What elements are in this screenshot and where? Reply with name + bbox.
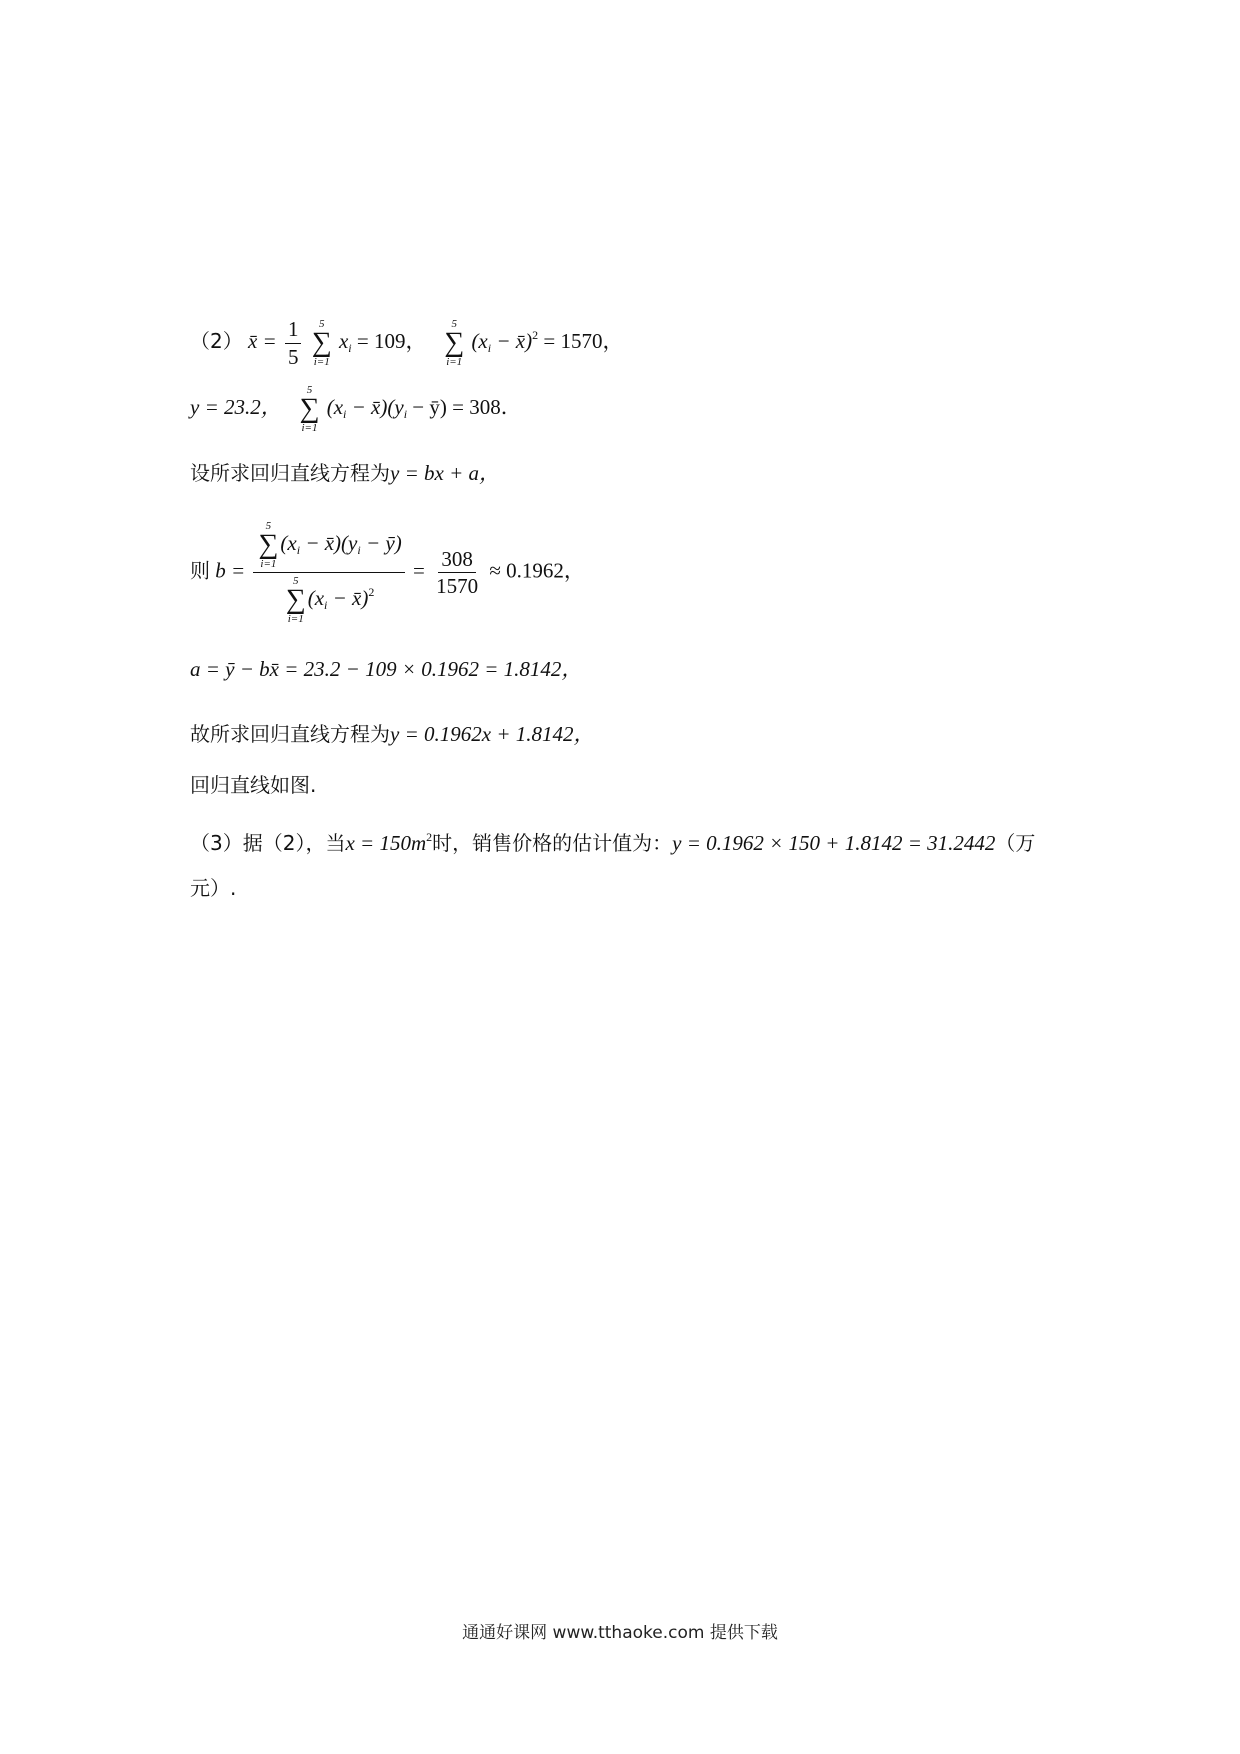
slope-value: ≈ 0.1962，: [489, 558, 585, 583]
intercept-computation: a = ȳ − bx̄ = 23.2 − 109 × 0.1962 = 1.8142，: [190, 657, 583, 681]
solution-line-8: （3）据（2），当$x = 150m^2$时，销售价格的估计值为：y = 0.1962 × 150 + 1.8142 = 31.2442（万: [190, 830, 1036, 855]
solution-line-7: 回归直线如图.: [190, 773, 317, 797]
y-mean-value: y = 23.2，: [190, 394, 282, 419]
solution-line-5: [190, 654, 582, 684]
numeric-fraction: $\frac{308}{1570}$: [436, 546, 479, 598]
solution-line-2: y = 23.2， 5 ∑ i=1 ($x_i$ − $x̄)(y_i$ − ȳ) = 308．: [190, 384, 522, 434]
x-mean-lhs: x̄ =: [247, 328, 282, 353]
slope-formula-fraction: 5 ∑ i=1 ($x_i$ − $x̄)(y_i$ − ȳ) 5 ∑ i=1 ($x_i$ − x̄)$^2$: [253, 520, 404, 625]
solution-line-9: 元）.: [190, 876, 237, 900]
solution-line-3: 设所求回归直线方程为y = bx + a，: [190, 461, 500, 485]
page-footer: 通通好课网 www.tthaoke.com 提供下载: [462, 1623, 778, 1643]
solution-line-1: （2） x̄ = $\frac{1}{5}$ 5 ∑ i=1 $x_i = 109$， 5 ∑ i=1 ($x_i$ − x̄)$^2$ = 1570，: [190, 317, 624, 369]
part-2-label: （2）: [190, 328, 243, 353]
one-fifth-fraction: $\frac{1}{5}$: [285, 318, 302, 367]
summation-symbol: 5 ∑ i=1: [311, 318, 332, 368]
summation-symbol: 5 ∑ i=1: [444, 318, 465, 368]
solution-line-6: 故所求回归直线方程为y = 0.1962x + 1.8142，: [190, 722, 595, 746]
regression-equation: y = 0.1962x + 1.8142，: [390, 722, 595, 746]
sxx-expression: (x: [471, 328, 488, 353]
sxy-expression: (x: [326, 394, 344, 419]
regression-form: y = bx + a，: [390, 461, 500, 485]
solution-line-4: 则 b = 5 ∑ i=1 ($x_i$ − $x̄)(y_i$ − ȳ) 5 ∑ i=1 ($x_i$ − x̄)$^2$ = $\frac{308}{1570}$ ≈ 0.1962，: [190, 520, 585, 625]
summation-symbol: 5 ∑ i=1: [299, 384, 320, 434]
price-estimate: y = 0.1962 × 150 + 1.8142 = 31.2442: [672, 831, 996, 855]
